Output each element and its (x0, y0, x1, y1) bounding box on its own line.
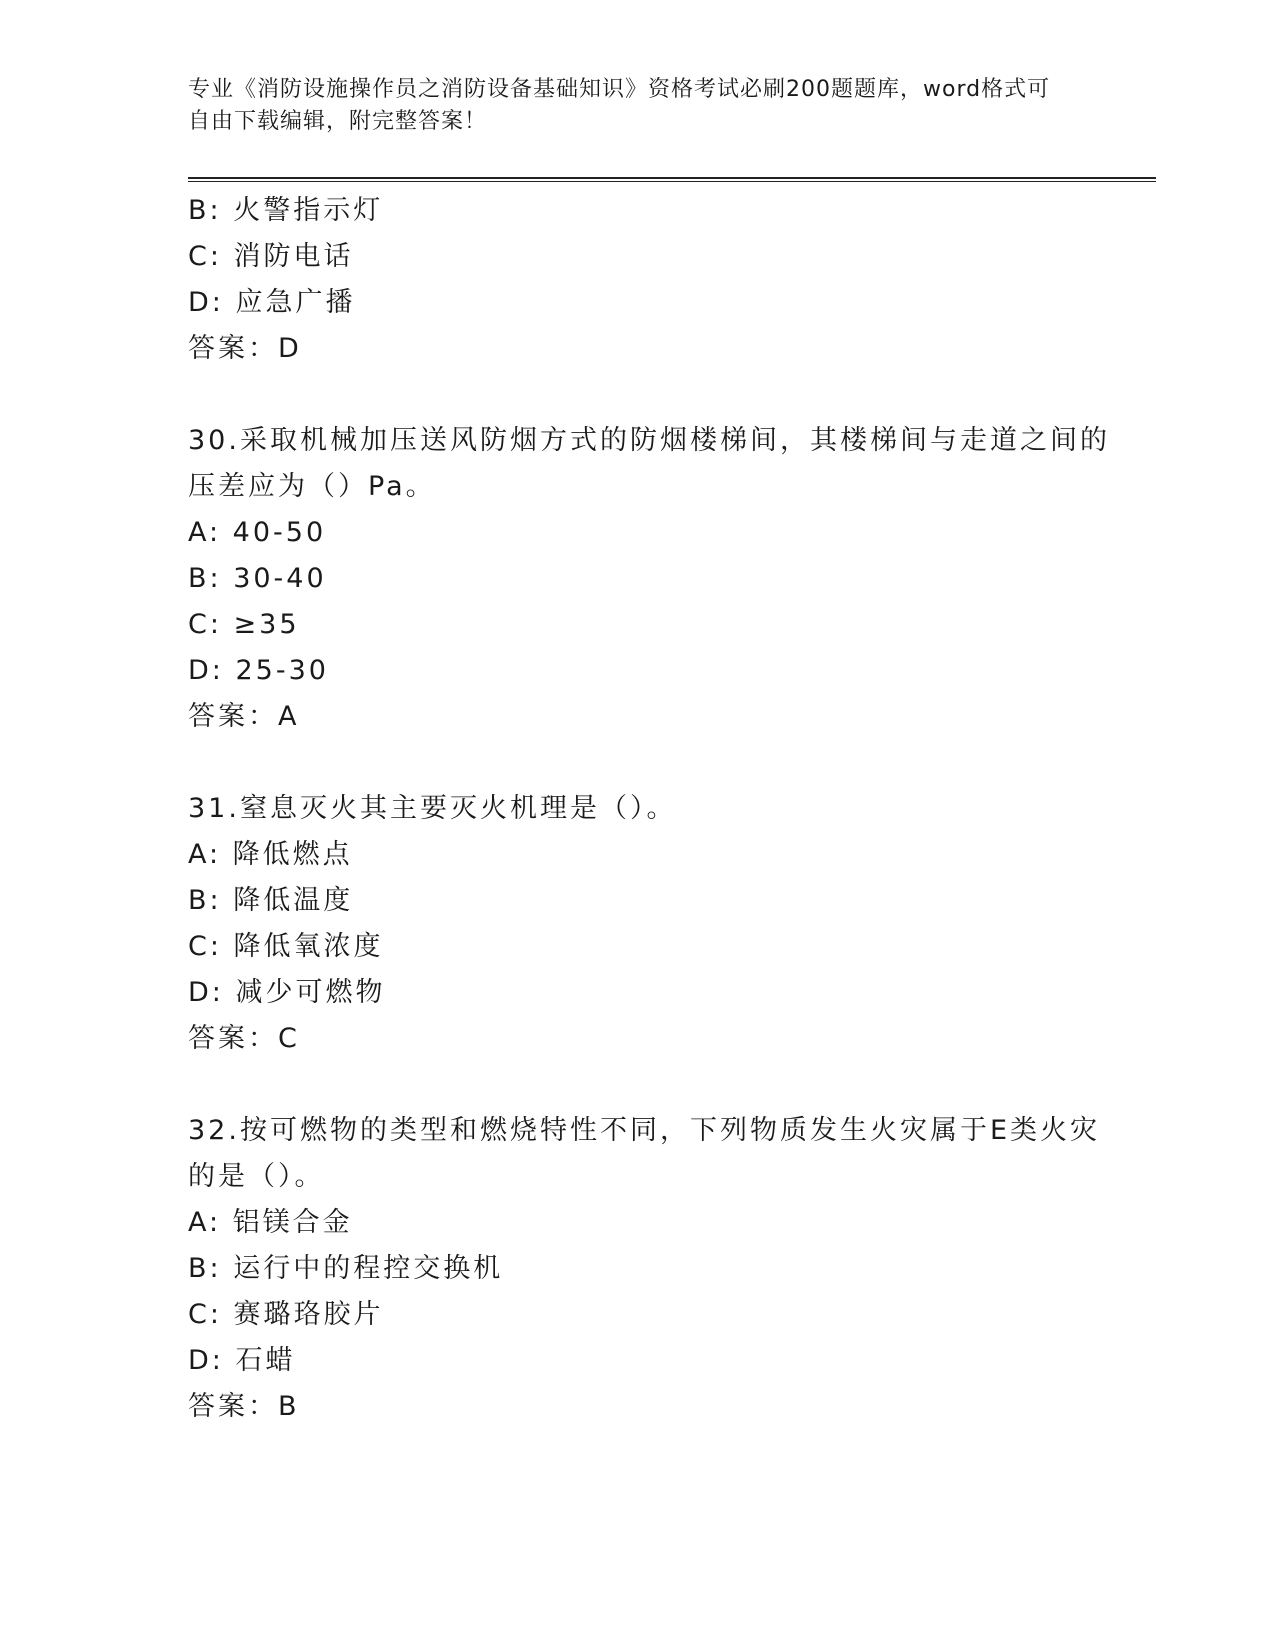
answer: 答案：B (188, 1391, 300, 1422)
question-block-31 (188, 786, 1088, 1062)
answer: 答案：A (188, 701, 300, 732)
option-b: B: 30-40 (188, 563, 327, 594)
question-stem-cont: 的是（）。 (188, 1161, 325, 1192)
option-a: A: 40-50 (188, 517, 327, 548)
option-b: B: 火警指示灯 (188, 195, 384, 226)
question-block-30 (188, 418, 1110, 740)
question-stem: 30.采取机械加压送风防烟方式的防烟楼梯间，其楼梯间与走道之间的 (188, 425, 1110, 456)
option-b: B: 降低温度 (188, 885, 354, 916)
header-divider (188, 177, 1156, 182)
header-text: 专业《消防设施操作员之消防设备基础知识》资格考试必刷200题题库，word格式可自由下载编辑，附完整答案！ (188, 77, 1051, 134)
document-header (188, 74, 1068, 138)
option-d: D: 25-30 (188, 655, 329, 686)
option-b: B: 运行中的程控交换机 (188, 1253, 504, 1284)
option-c: C: 赛璐珞胶片 (188, 1299, 384, 1330)
answer: 答案：D (188, 333, 302, 364)
question-stem: 31.窒息灭火其主要灭火机理是（）。 (188, 793, 677, 824)
option-a: A: 降低燃点 (188, 839, 353, 870)
option-d: D: 减少可燃物 (188, 977, 386, 1008)
question-stem-cont: 压差应为（）Pa。 (188, 471, 436, 502)
question-list (188, 188, 1110, 1430)
question-block-29 (188, 188, 1088, 372)
option-c: C: 降低氧浓度 (188, 931, 384, 962)
option-a: A: 铝镁合金 (188, 1207, 353, 1238)
option-c: C: ≥35 (188, 609, 300, 640)
question-stem: 32.按可燃物的类型和燃烧特性不同，下列物质发生火灾属于E类火灾 (188, 1115, 1100, 1146)
answer: 答案：C (188, 1023, 300, 1054)
question-block-32 (188, 1108, 1100, 1430)
option-c: C: 消防电话 (188, 241, 354, 272)
option-d: D: 应急广播 (188, 287, 356, 318)
option-d: D: 石蜡 (188, 1345, 296, 1376)
